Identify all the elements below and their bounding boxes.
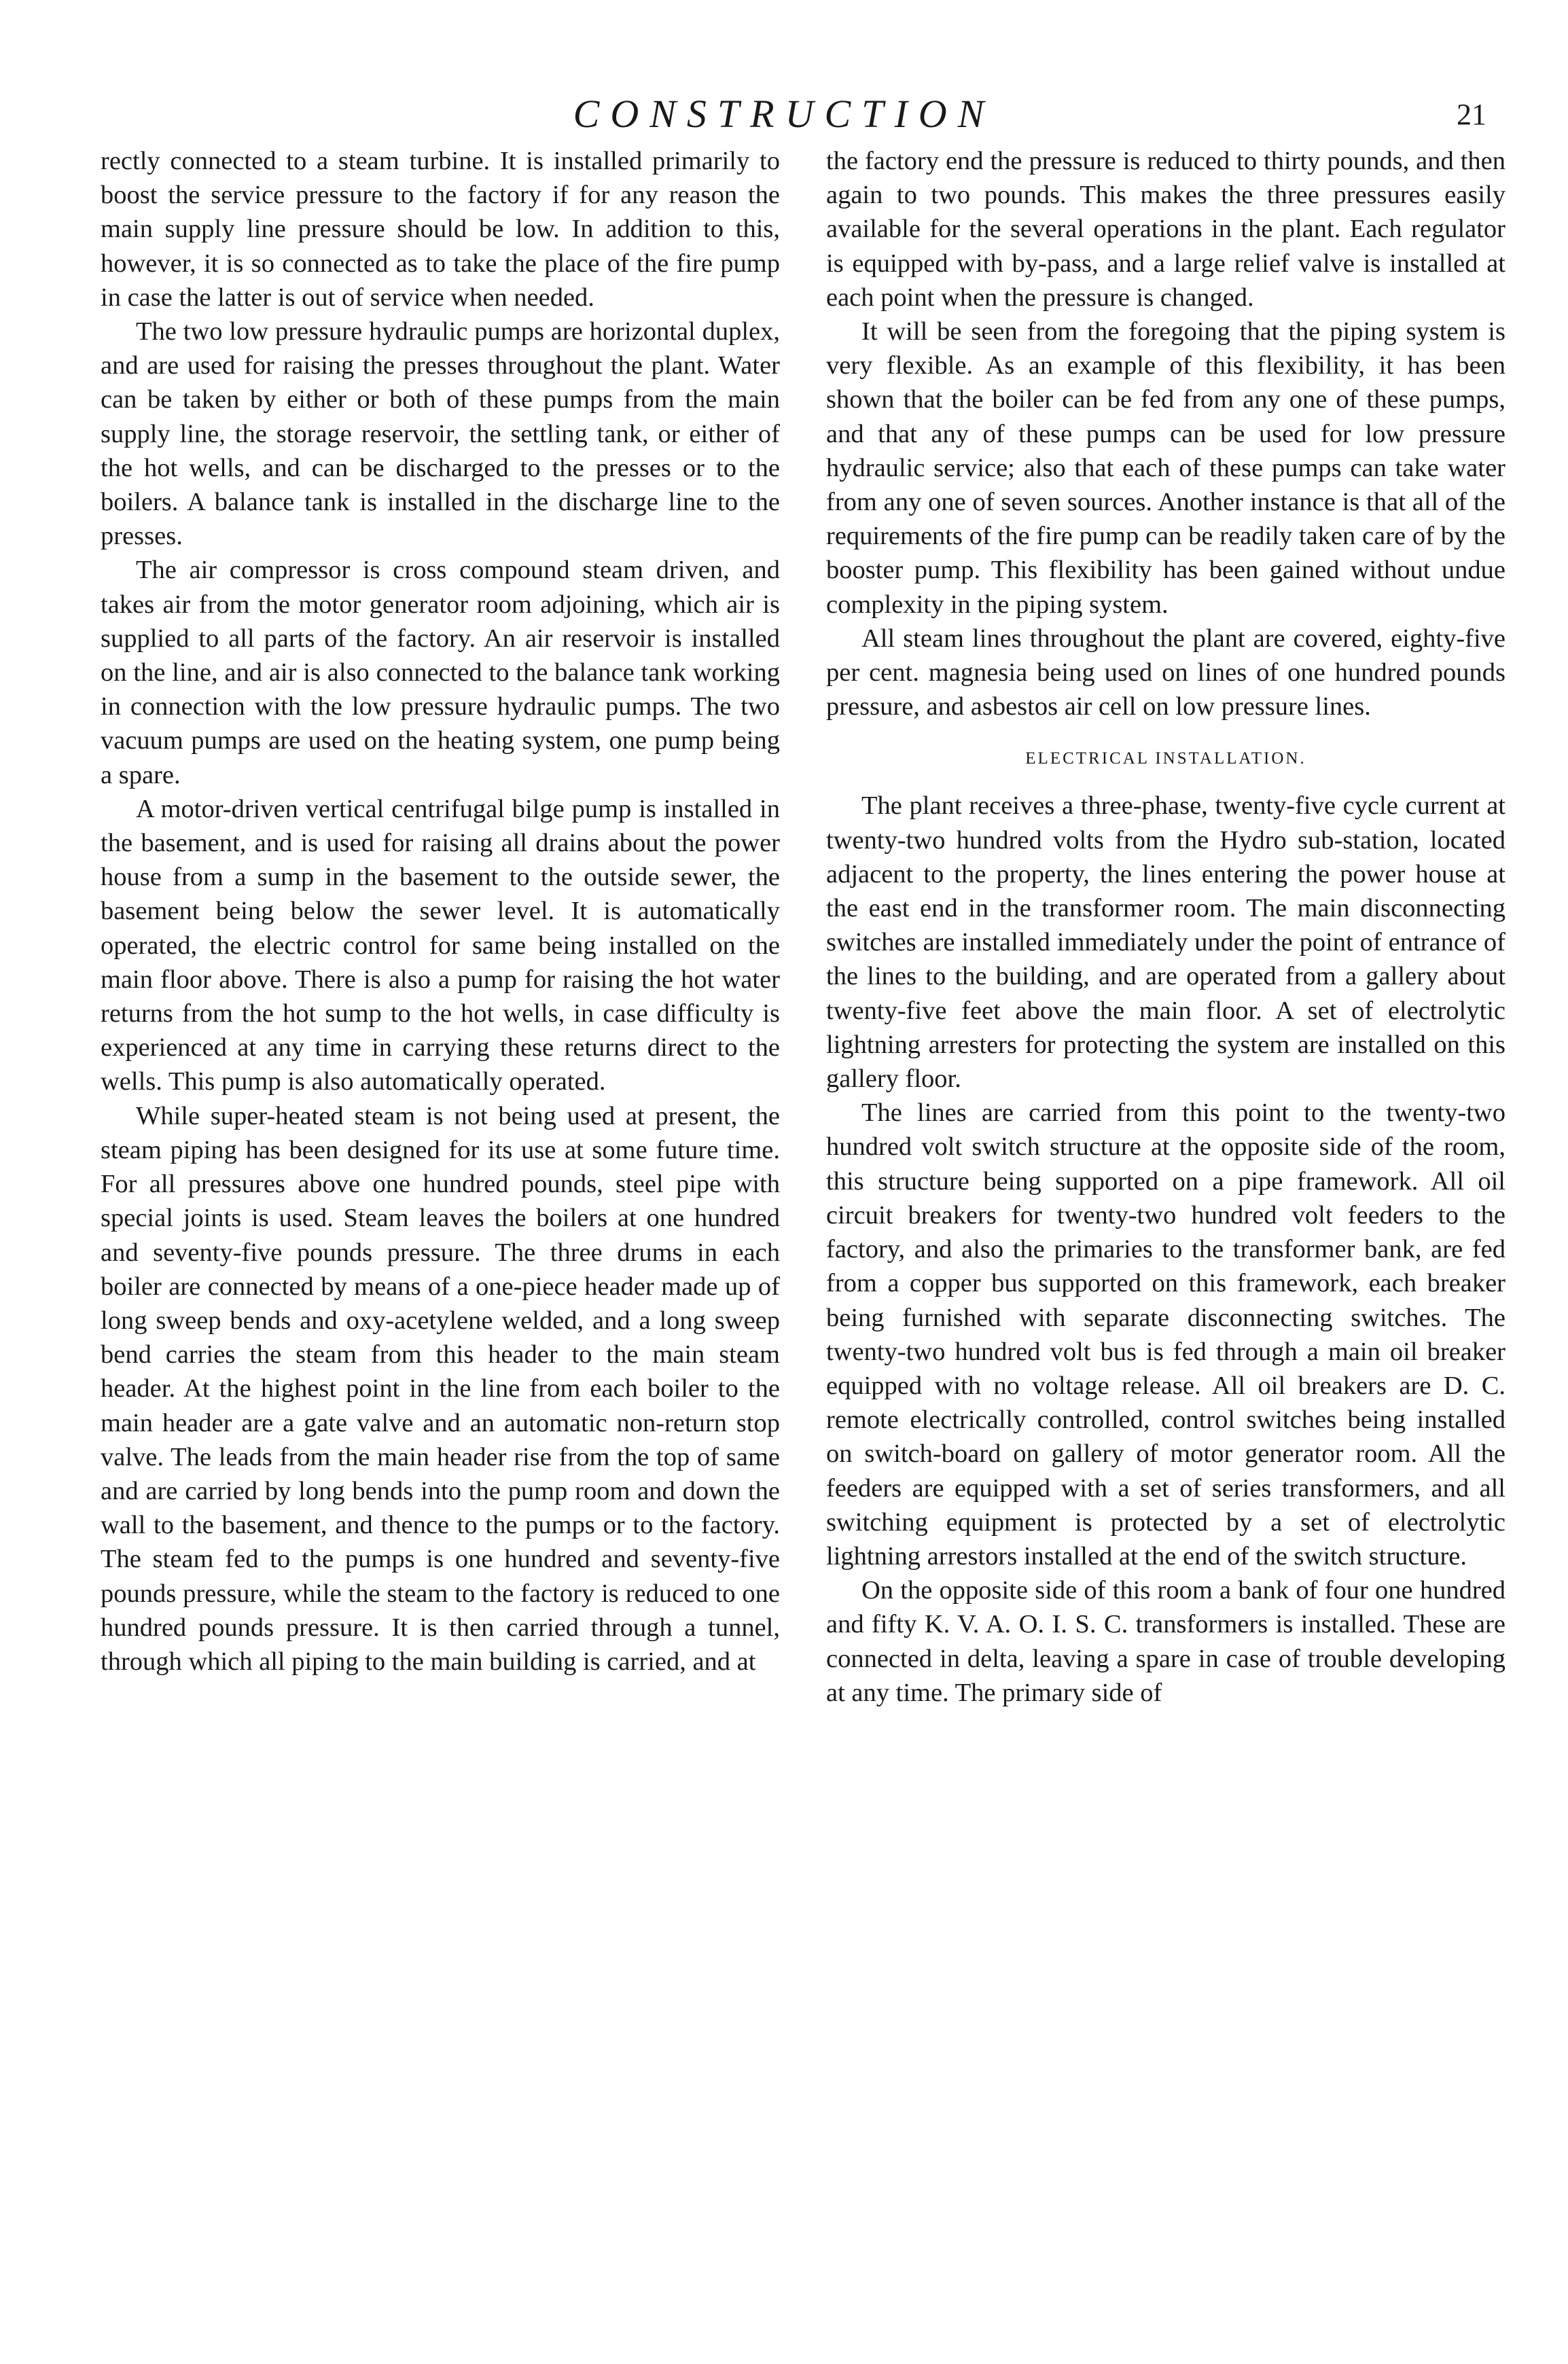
paragraph: The two low pressure hydraulic pumps are horizontal duplex, and are used for raising the presses throughout the plant. Water can be taken by either or both of these pumps from the main supply line, the storage reservoir, the settling tank, or either of the hot wells, and can be discharged to the presses or to the boilers. A balance tank is installed in the discharge line to the presses.: [101, 317, 780, 551]
running-head: CONSTRUCTION: [573, 92, 995, 136]
right-column: [826, 144, 1505, 1710]
page-number: 21: [1457, 98, 1486, 131]
paragraph: On the opposite side of this room a bank of four one hundred and fifty K. V. A. O. I. S. C. transformers is installed. These are connected in delta, leaving a spare in case of trouble developing at any time. The primary side of: [826, 1576, 1505, 1707]
page-header: [0, 87, 1568, 141]
paragraph: All steam lines throughout the plant are covered, eighty-five per cent. magnesia being used on lines of one hundred pounds pressure, and asbestos air cell on low pressure lines.: [826, 624, 1505, 721]
left-column: [101, 144, 780, 1679]
paragraph: A motor-driven vertical centrifugal bilge pump is installed in the basement, and is used for raising all drains about the power house from a sump in the basement to the outside sewer, the basement being below the sewer level. It is automatically operated, the electric control for same being installed on the main floor above. There is also a pump for raising the hot water returns from the hot sump to the hot wells, in case difficulty is experienced at any time in carrying these returns direct to the wells. This pump is also automatically operated.: [101, 794, 780, 1096]
paragraph: the factory end the pressure is reduced to thirty pounds, and then again to two pounds. This makes the three pressures easily available for the several operations in the plant. Each regulator is equipped with by-pass, and a large relief valve is installed at each point when the pressure is changed.: [826, 147, 1505, 312]
paragraph: The lines are carried from this point to the twenty-two hundred volt switch structure at the opposite side of the room, this structure being supported on a pipe framework. All oil circuit breakers for twenty-two hundred volt feeders to the factory, and also the primaries to the transformer bank, are fed from a copper bus supported on this framework, each breaker being furnished with separate disconnecting switches. The twenty-two hundred volt bus is fed through a main oil breaker equipped with no voltage release. All oil breakers are D. C. remote electrically controlled, control switches being installed on switch-board on gallery of motor generator room. All the feeders are equipped with a set of series transformers, and all switching equipment is protected by a set of electrolytic lightning arrestors installed at the end of the switch structure.: [826, 1098, 1505, 1571]
section-heading: ELECTRICAL INSTALLATION.: [1025, 749, 1306, 768]
paragraph: While super-heated steam is not being used at present, the steam piping has been designed for its use at some future time. For all pressures above one hundred pounds, steel pipe with special joints is used. Steam leaves the boilers at one hundred and seventy-five pounds pressure. The three drums in each boiler are connected by means of a one-piece header made up of long sweep bends and oxy-acetylene welded, and a long sweep bend carries the steam from this header to the main steam header. At the highest point in the line from each boiler to the main header are a gate valve and an automatic non-return stop valve. The leads from the main header rise from the top of same and are carried by long bends into the pump room and down the wall to the basement, and thence to the pumps or to the factory. The steam fed to the pumps is one hundred and seventy-five pounds pressure, while the steam to the factory is reduced to one hundred pounds pressure. It is then carried through a tunnel, through which all piping to the main building is carried, and at: [101, 1101, 780, 1676]
paragraph: It will be seen from the foregoing that the piping system is very flexible. As an example of this flexibility, it has been shown that the boiler can be fed from any one of these pumps, and that any of these pumps can be used for low pressure hydraulic service; also that each of these pumps can take water from any one of seven sources. Another instance is that all of the requirements of the fire pump can be readily taken care of by the booster pump. This flexibility has been gained without undue complexity in the piping system.: [826, 317, 1505, 619]
paragraph: rectly connected to a steam turbine. It is installed primarily to boost the service pressure to the factory if for any reason the main supply line pressure should be low. In addition to this, however, it is so connected as to take the place of the fire pump in case the latter is out of service when needed.: [101, 147, 780, 312]
paragraph: The air compressor is cross compound steam driven, and takes air from the motor generator room adjoining, which air is supplied to all parts of the factory. An air reservoir is installed on the line, and air is also connected to the balance tank working in connection with the low pressure hydraulic pumps. The two vacuum pumps are used on the heating system, one pump being a spare.: [101, 556, 780, 789]
paragraph: The plant receives a three-phase, twenty-five cycle current at twenty-two hundred volts from the Hydro sub-station, located adjacent to the property, the lines entering the power house at the east end in the transformer room. The main disconnecting switches are installed immediately under the point of entrance of the lines to the building, and are operated from a gallery about twenty-five feet above the main floor. A set of electrolytic lightning arresters for protecting the system are installed on this gallery floor.: [826, 791, 1505, 1094]
